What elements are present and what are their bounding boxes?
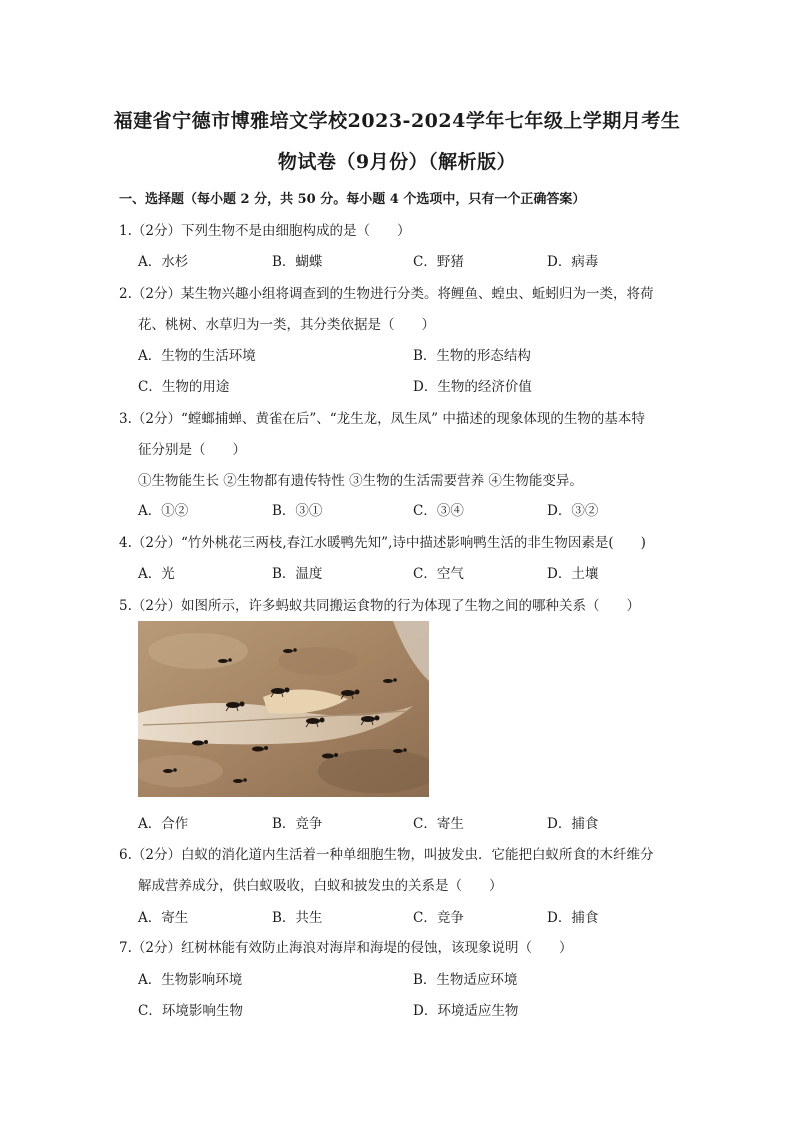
question-6-option-b: B．共生 <box>272 910 323 926</box>
question-4-stem: 4.（2分）“竹外桃花三两枝,春江水暖鸭先知”,诗中描述影响鸭生活的非生物因素是( ) <box>119 535 646 551</box>
question-1-option-a: A．水杉 <box>138 254 189 270</box>
question-6-option-a: A．寄生 <box>138 910 189 926</box>
question-1-option-b: B．蝴蝶 <box>272 254 323 270</box>
question-2-option-b: B．生物的形态结构 <box>413 348 531 364</box>
question-2-stem: 2.（2分）某生物兴趣小组将调查到的生物进行分类。将鲤鱼、蝗虫、蚯蚓归为一类，将荷 <box>119 286 654 302</box>
question-6-stem: 6.（2分）白蚁的消化道内生活着一种单细胞生物，叫披发虫．它能把白蚁所食的木纤维分 <box>119 847 654 863</box>
question-3-option-c: C．③④ <box>413 503 464 519</box>
question-2-option-d: D．生物的经济价值 <box>413 379 532 395</box>
ants-carrying-food-photo <box>138 621 429 797</box>
question-2-option-a: A．生物的生活环境 <box>138 348 256 364</box>
question-5-option-a: A．合作 <box>138 816 189 832</box>
question-3-stem: 3.（2分）“螳螂捕蝉、黄雀在后”、“龙生龙，凤生凤” 中描述的现象体现的生物的基本特 <box>119 411 645 427</box>
section-heading: 一、选择题（每小题 2 分，共 50 分。每小题 4 个选项中，只有一个正确答案） <box>119 192 586 207</box>
question-2-option-c: C．生物的用途 <box>138 379 230 395</box>
question-4-option-b: B．温度 <box>272 566 323 582</box>
question-3-statements: ①生物能生长 ②生物都有遗传特性 ③生物的生活需要营养 ④生物能变异。 <box>138 473 583 489</box>
question-5-option-b: B．竞争 <box>272 816 323 832</box>
question-2-stem-cont: 花、桃树、水草归为一类，其分类依据是（ ） <box>138 317 435 333</box>
question-3-option-b: B．③① <box>272 503 323 519</box>
question-7-option-a: A．生物影响环境 <box>138 972 243 988</box>
question-7-option-d: D．环境适应生物 <box>413 1003 519 1019</box>
question-1-stem: 1.（2分）下列生物不是由细胞构成的是（ ） <box>119 223 411 239</box>
question-3-option-d: D．③② <box>547 503 599 519</box>
question-1-option-c: C．野猪 <box>413 254 464 270</box>
question-1-option-d: D．病毒 <box>547 254 599 270</box>
question-7-stem: 7.（2分）红树林能有效防止海浪对海岸和海堤的侵蚀，该现象说明（ ） <box>119 940 573 956</box>
question-5-option-c: C．寄生 <box>413 816 464 832</box>
question-7-option-c: C．环境影响生物 <box>138 1003 243 1019</box>
question-3-stem-cont: 征分别是（ ） <box>138 442 246 458</box>
question-6-option-d: D．捕食 <box>547 910 599 926</box>
question-5-option-d: D．捕食 <box>547 816 599 832</box>
question-7-option-b: B．生物适应环境 <box>413 972 518 988</box>
question-4-option-d: D．土壤 <box>547 566 599 582</box>
exam-title-line-1: 福建省宁德市博雅培文学校2023-2024学年七年级上学期月考生 <box>113 110 681 132</box>
question-3-option-a: A．①② <box>138 503 189 519</box>
question-6-stem-cont: 解成营养成分，供白蚁吸收，白蚁和披发虫的关系是（ ） <box>138 878 503 894</box>
question-6-option-c: C．竞争 <box>413 910 464 926</box>
question-5-stem: 5.（2分）如图所示，许多蚂蚁共同搬运食物的行为体现了生物之间的哪种关系（ ） <box>119 598 640 614</box>
question-4-option-a: A．光 <box>138 566 175 582</box>
exam-title-line-2: 物试卷（9月份）（解析版） <box>277 151 517 173</box>
question-4-option-c: C．空气 <box>413 566 464 582</box>
